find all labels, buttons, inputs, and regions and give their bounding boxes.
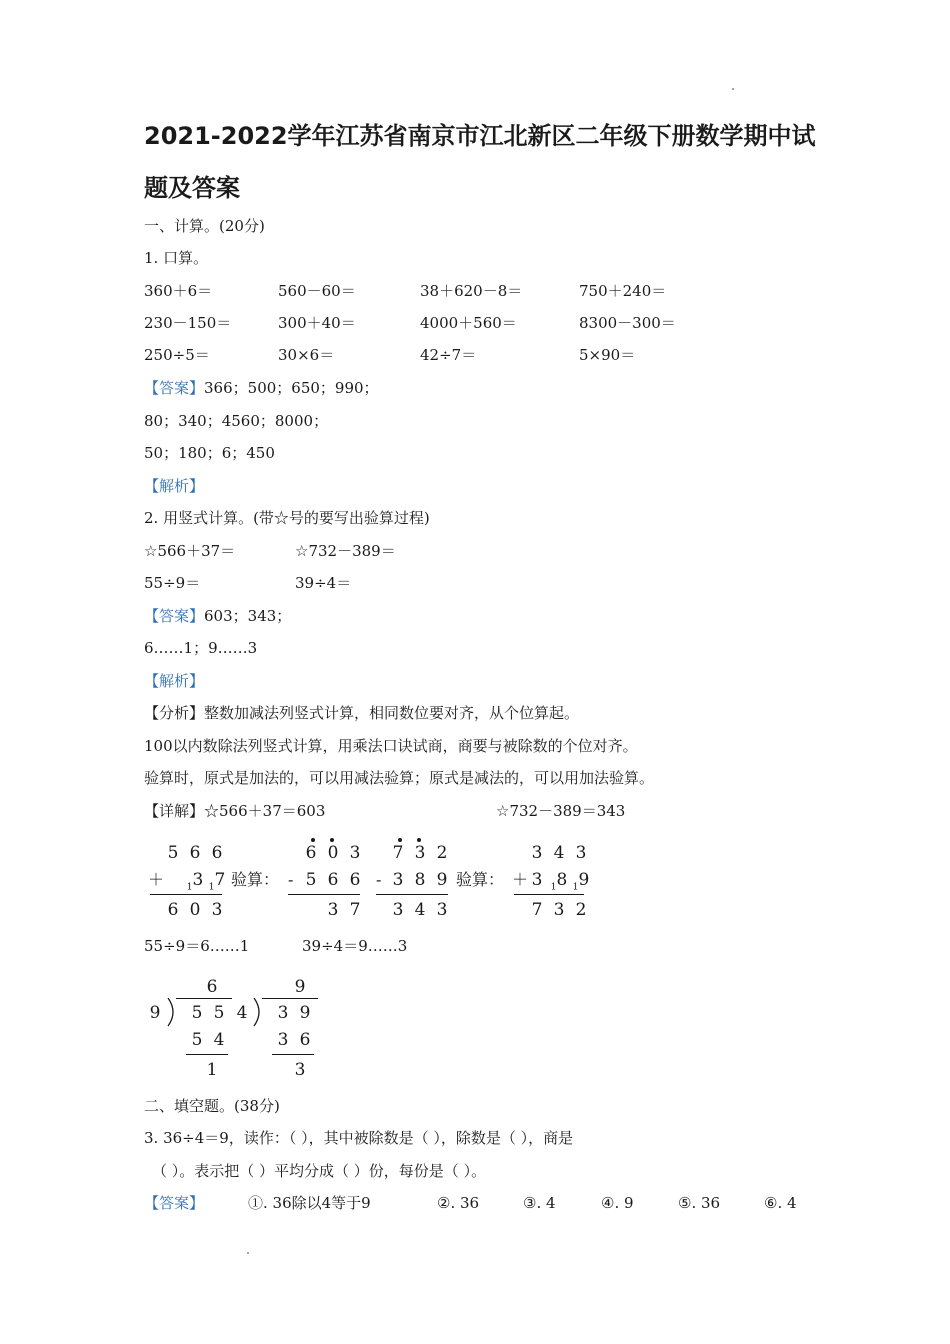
fenxi-tag: 【分析】 bbox=[144, 704, 205, 722]
q3-answer: ①. 36除以4等于9 bbox=[248, 1194, 371, 1212]
q2-item: 55÷9＝ bbox=[144, 574, 201, 592]
digit: 7 bbox=[214, 870, 226, 890]
digit bbox=[548, 870, 570, 892]
answer-line bbox=[144, 378, 379, 398]
division-bracket bbox=[166, 998, 180, 1028]
section-heading-calc: 一、计算。(20分) bbox=[144, 217, 265, 235]
digit: 3 bbox=[277, 1030, 289, 1050]
result-line bbox=[288, 894, 360, 895]
digit: 5 bbox=[305, 870, 317, 890]
xiangjie-a: ☆566＋37＝603 bbox=[204, 802, 326, 820]
sub1-top-row bbox=[300, 843, 366, 863]
q1-title: 1. 口算。 bbox=[144, 249, 209, 267]
carry: 1 bbox=[572, 882, 579, 893]
div-result-b: 39÷4＝9……3 bbox=[302, 937, 408, 955]
digit: 2 bbox=[575, 900, 587, 920]
answer-text: 6……1；9……3 bbox=[144, 639, 258, 657]
digit: 0 bbox=[327, 843, 339, 863]
xiangjie-b: ☆732－389＝343 bbox=[496, 802, 626, 820]
result-line bbox=[150, 894, 222, 895]
grid-cell: 8300－300＝ bbox=[579, 314, 676, 332]
fenxi-text: 整数加减法列竖式计算，相同数位要对齐，从个位算起。 bbox=[204, 704, 580, 722]
digit: 6 bbox=[349, 870, 361, 890]
digit: 6 bbox=[327, 870, 339, 890]
digit: 5 bbox=[213, 1003, 225, 1023]
scan-speck bbox=[247, 1252, 249, 1254]
q2-item: ☆732－389＝ bbox=[295, 542, 396, 560]
answer-text: 80；340；4560；8000； bbox=[144, 412, 329, 430]
borrow-dot bbox=[417, 838, 421, 842]
digit: 7 bbox=[392, 843, 404, 863]
analysis-tag: 【解析】 bbox=[144, 477, 205, 495]
q3-answer: ⑥. 4 bbox=[764, 1194, 797, 1212]
digit: 3 bbox=[192, 870, 204, 890]
digit: 3 bbox=[349, 843, 361, 863]
digit: 5 bbox=[191, 1030, 203, 1050]
digit: 0 bbox=[189, 900, 201, 920]
digit: 9 bbox=[299, 1003, 311, 1023]
q3-answer: ②. 36 bbox=[437, 1194, 480, 1212]
division-bar bbox=[262, 998, 318, 999]
section-heading-fill: 二、填空题。(38分) bbox=[144, 1097, 280, 1115]
q3-answer: ⑤. 36 bbox=[678, 1194, 721, 1212]
q2-title: 2. 用竖式计算。(带☆号的要写出验算过程) bbox=[144, 509, 430, 527]
digit: 6 bbox=[299, 1030, 311, 1050]
sub2-top-row bbox=[387, 843, 453, 863]
add2-result-row bbox=[526, 900, 592, 920]
add-mid-row bbox=[162, 870, 228, 892]
digit: 6 bbox=[189, 843, 201, 863]
digit bbox=[184, 870, 206, 892]
answer-tag: 【答案】 bbox=[144, 607, 205, 625]
quotient bbox=[201, 977, 223, 997]
grid-cell: 360＋6＝ bbox=[144, 282, 213, 300]
plus-sign: ＋ bbox=[148, 870, 165, 889]
xiangjie-line bbox=[144, 801, 325, 821]
grid-cell: 560－60＝ bbox=[278, 282, 356, 300]
borrow-dot bbox=[311, 838, 315, 842]
add-top-row bbox=[162, 843, 228, 863]
answer-text: 603；343； bbox=[204, 607, 292, 625]
digit: 6 bbox=[211, 843, 223, 863]
division-bracket bbox=[252, 998, 266, 1028]
digit: 3 bbox=[211, 900, 223, 920]
sub1-mid-row bbox=[300, 870, 366, 890]
answer-text: 50；180；6；450 bbox=[144, 444, 275, 462]
digit: 3 bbox=[327, 900, 339, 920]
grid-cell: 750＋240＝ bbox=[579, 282, 667, 300]
analysis-tag: 【解析】 bbox=[144, 672, 205, 690]
digit: 3 bbox=[277, 1003, 289, 1023]
minus-sign: - bbox=[288, 870, 294, 889]
digit: 6 bbox=[206, 977, 218, 997]
digit bbox=[570, 870, 592, 892]
sub1-result-row bbox=[300, 900, 366, 920]
digit: 7 bbox=[531, 900, 543, 920]
digit: 3 bbox=[575, 843, 587, 863]
digit: 3 bbox=[414, 843, 426, 863]
xiangjie-tag: 【详解】 bbox=[144, 802, 205, 820]
digit: 9 bbox=[436, 870, 448, 890]
digit: 4 bbox=[236, 1003, 248, 1023]
digit: 3 bbox=[531, 870, 543, 890]
digit: 4 bbox=[553, 843, 565, 863]
digit: 3 bbox=[553, 900, 565, 920]
fenxi-line bbox=[144, 703, 579, 723]
q2-item: ☆566＋37＝ bbox=[144, 542, 236, 560]
q3-line-1: 3. 36÷4＝9，读作：（ ），其中被除数是（ ），除数是（ ），商是 bbox=[144, 1129, 574, 1147]
divisor bbox=[148, 1003, 162, 1023]
answer-tag: 【答案】 bbox=[144, 1194, 205, 1212]
minus-sign: - bbox=[376, 870, 382, 889]
remainder bbox=[201, 1060, 223, 1080]
carry: 1 bbox=[186, 882, 193, 893]
borrow-dot bbox=[398, 838, 402, 842]
answer-text: 366；500；650；990； bbox=[204, 379, 379, 397]
digit: 9 bbox=[294, 977, 306, 997]
grid-cell: 4000＋560＝ bbox=[420, 314, 517, 332]
digit bbox=[206, 870, 228, 892]
dividend bbox=[272, 1003, 316, 1023]
grid-cell: 300＋40＝ bbox=[278, 314, 356, 332]
answer-tag: 【答案】 bbox=[144, 379, 205, 397]
sub2-mid-row bbox=[387, 870, 453, 890]
digit: 2 bbox=[436, 843, 448, 863]
result-line bbox=[376, 894, 448, 895]
digit: 1 bbox=[206, 1060, 218, 1080]
digit: 7 bbox=[349, 900, 361, 920]
divisor bbox=[235, 1003, 249, 1023]
quotient bbox=[289, 977, 311, 997]
remainder bbox=[289, 1060, 311, 1080]
result-line bbox=[514, 894, 584, 895]
borrow-dot bbox=[330, 838, 334, 842]
digit: 4 bbox=[213, 1030, 225, 1050]
add2-top-row bbox=[526, 843, 592, 863]
page-title: 2021-2022学年江苏省南京市江北新区二年级下册数学期中试题及答案 bbox=[144, 122, 816, 202]
q3-line-2: （ ）。表示把（ ）平均分成（ ）份，每份是（ ）。 bbox=[152, 1162, 487, 1180]
scan-speck bbox=[732, 88, 734, 90]
check-label: 验算： bbox=[456, 870, 505, 889]
q3-answer: ④. 9 bbox=[601, 1194, 634, 1212]
digit: 4 bbox=[414, 900, 426, 920]
digit: 3 bbox=[436, 900, 448, 920]
digit: 5 bbox=[167, 843, 179, 863]
digit: 3 bbox=[531, 843, 543, 863]
carry: 1 bbox=[550, 882, 557, 893]
carry: 1 bbox=[208, 882, 215, 893]
q3-answer: ③. 4 bbox=[523, 1194, 556, 1212]
grid-cell: 30×6＝ bbox=[278, 346, 335, 364]
digit: 8 bbox=[414, 870, 426, 890]
digit: 3 bbox=[294, 1060, 306, 1080]
division-bar bbox=[176, 998, 232, 999]
check-label: 验算： bbox=[231, 870, 280, 889]
digit: 8 bbox=[556, 870, 568, 890]
q2-answer-line bbox=[144, 606, 291, 626]
subtraction-line bbox=[186, 1054, 228, 1055]
sub2-result-row bbox=[387, 900, 453, 920]
product bbox=[272, 1030, 316, 1050]
digit: 6 bbox=[305, 843, 317, 863]
q2-item: 39÷4＝ bbox=[295, 574, 352, 592]
div-result-a: 55÷9＝6……1 bbox=[144, 937, 250, 955]
digit: 3 bbox=[392, 900, 404, 920]
digit: 9 bbox=[578, 870, 590, 890]
grid-cell: 42÷7＝ bbox=[420, 346, 477, 364]
dividend bbox=[186, 1003, 230, 1023]
grid-cell: 38＋620－8＝ bbox=[420, 282, 523, 300]
digit: 5 bbox=[191, 1003, 203, 1023]
digit: 6 bbox=[167, 900, 179, 920]
product bbox=[186, 1030, 230, 1050]
fenxi-text: 验算时，原式是加法的，可以用减法验算；原式是减法的，可以用加法验算。 bbox=[144, 769, 655, 787]
digit: 3 bbox=[392, 870, 404, 890]
add2-mid-row bbox=[526, 870, 592, 892]
plus-sign: ＋ bbox=[512, 870, 529, 889]
subtraction-line bbox=[272, 1054, 314, 1055]
grid-cell: 250÷5＝ bbox=[144, 346, 210, 364]
grid-cell: 230－150＝ bbox=[144, 314, 232, 332]
add-result-row bbox=[162, 900, 228, 920]
grid-cell: 5×90＝ bbox=[579, 346, 636, 364]
digit: 9 bbox=[149, 1003, 161, 1023]
fenxi-text: 100以内数除法列竖式计算，用乘法口诀试商，商要与被除数的个位对齐。 bbox=[144, 737, 638, 755]
